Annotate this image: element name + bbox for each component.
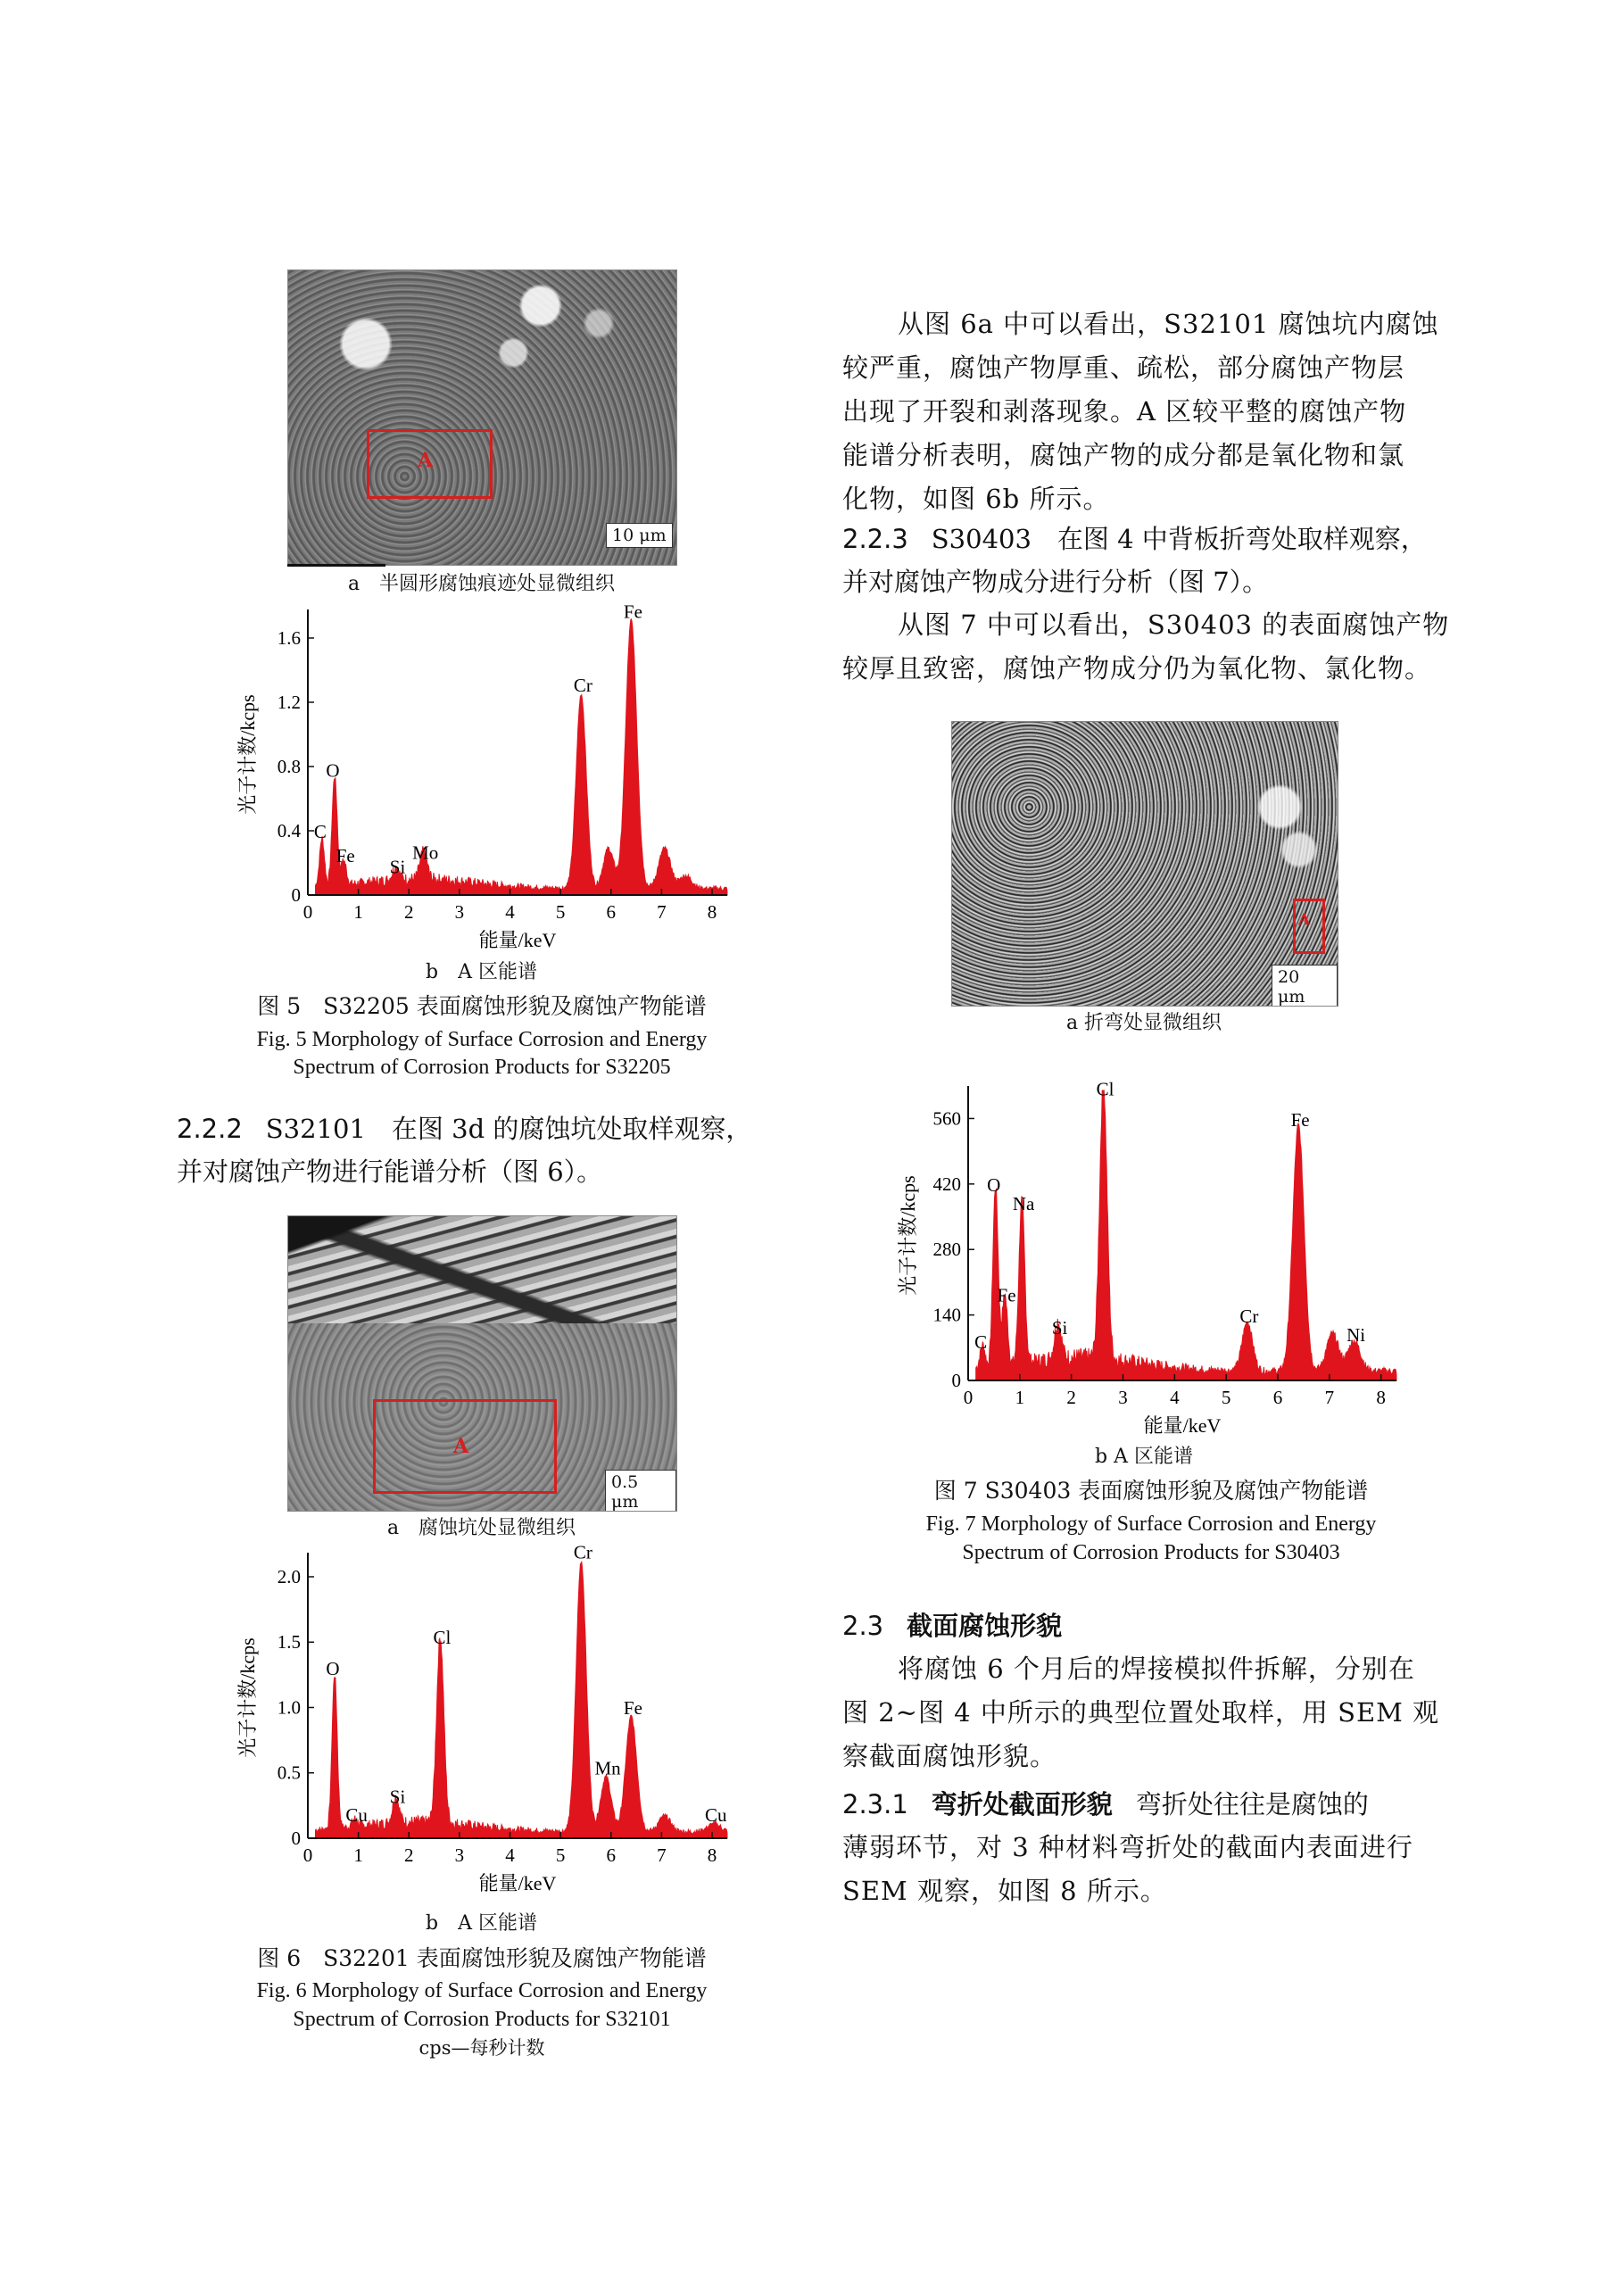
fig5-caption-en-line2: Spectrum of Corrosion Products for S32205 xyxy=(293,1056,671,1079)
section-number: 2.2.2 xyxy=(177,1114,243,1144)
spectrum-curve xyxy=(976,1090,1396,1380)
peak-label: Mn xyxy=(594,1757,621,1779)
fig7-caption-en-line1: Fig. 7 Morphology of Surface Corrosion and Energy xyxy=(925,1513,1377,1536)
spectrum-curve xyxy=(315,619,727,895)
fig6a-label: a 腐蚀坑处显微组织 xyxy=(386,1517,576,1539)
y-axis-label: 光子计数/kcps xyxy=(897,1175,919,1296)
fig7a-scale-label: 20 μm xyxy=(1272,965,1338,1007)
paragraph-line: 较厚且致密，腐蚀产物成分仍为氧化物、氯化物。 xyxy=(842,653,1432,684)
peak-label: Si xyxy=(1051,1317,1068,1339)
peak-label: Si xyxy=(389,856,406,878)
x-axis-label: 能量/keV xyxy=(478,1872,557,1894)
peak-label: Ni xyxy=(1346,1323,1366,1346)
y-tick-label: 1.0 xyxy=(277,1696,301,1719)
y-tick-label: 420 xyxy=(932,1173,961,1195)
y-tick-label: 1.2 xyxy=(277,692,301,713)
x-tick-label: 3 xyxy=(454,1844,465,1866)
fig5-caption-en-line1: Fig. 5 Morphology of Surface Corrosion and Energy xyxy=(256,1028,708,1051)
fig6a-scale-label: 0.5 μm xyxy=(605,1470,676,1512)
peak-label: Fe xyxy=(623,601,642,623)
y-tick-label: 0.4 xyxy=(277,820,301,841)
y-tick-label: 0 xyxy=(951,1370,961,1391)
fig6a-sem-image xyxy=(287,1215,677,1512)
peak-label: Fe xyxy=(336,845,355,866)
peak-label: O xyxy=(326,759,340,782)
x-tick-label: 4 xyxy=(505,901,515,923)
x-axis-label: 能量/keV xyxy=(478,929,557,951)
x-tick-label: 3 xyxy=(1118,1387,1128,1408)
paragraph-line: 从图 7 中可以看出，S30403 的表面腐蚀产物 xyxy=(898,609,1450,640)
x-tick-label: 6 xyxy=(1272,1387,1283,1408)
x-tick-label: 7 xyxy=(1324,1387,1335,1408)
fig7a-label: a 折弯处显微组织 xyxy=(1065,1012,1222,1034)
x-tick-label: 6 xyxy=(606,1844,617,1866)
x-tick-label: 7 xyxy=(657,1844,667,1866)
fig7b-eds-chart xyxy=(883,1073,1410,1447)
fig5a-region-label: A xyxy=(418,449,434,472)
y-axis-label: 光子计数/kcps xyxy=(236,694,259,815)
paragraph-line: 察截面腐蚀形貌。 xyxy=(842,1741,1057,1771)
x-tick-label: 2 xyxy=(404,1844,414,1866)
section-text: 弯折处往往是腐蚀的 xyxy=(1135,1789,1369,1819)
fig5a-scale-underline xyxy=(287,564,385,567)
peak-label: Fe xyxy=(997,1284,1016,1306)
x-tick-label: 8 xyxy=(1376,1387,1386,1408)
x-tick-label: 5 xyxy=(555,1844,566,1866)
fig5a-label: a 半圆形腐蚀痕迹处显微组织 xyxy=(347,573,616,595)
peak-label: Mo xyxy=(412,841,439,864)
section-2-3-heading xyxy=(842,1604,1062,1647)
fig6b-label: b A 区能谱 xyxy=(426,1912,537,1935)
peak-label: Cl xyxy=(1096,1078,1114,1100)
x-tick-label: 6 xyxy=(606,901,617,923)
x-tick-label: 5 xyxy=(555,901,566,923)
y-tick-label: 140 xyxy=(932,1304,961,1326)
fig6-note: cps—每秒计数 xyxy=(418,2037,545,2059)
fig6a-region-label: A xyxy=(453,1435,469,1458)
paragraph-line: 较严重，腐蚀产物厚重、疏松，部分腐蚀产物层 xyxy=(842,352,1405,383)
x-tick-label: 4 xyxy=(505,1844,515,1866)
fig6-caption-en-line2: Spectrum of Corrosion Products for S32101 xyxy=(293,2008,671,2031)
section-title: 截面腐蚀形貌 xyxy=(907,1611,1063,1641)
fig5a-sem-image xyxy=(287,269,677,566)
peak-label: Fe xyxy=(1290,1108,1310,1131)
x-tick-label: 8 xyxy=(707,1844,717,1866)
section-2-2-3-heading xyxy=(842,518,1467,560)
fig7a-region-label: A xyxy=(1298,911,1311,929)
y-tick-label: 560 xyxy=(932,1107,961,1130)
peak-label: Si xyxy=(389,1786,406,1808)
paragraph-line: 出现了开裂和剥落现象。A 区较平整的腐蚀产物 xyxy=(842,396,1407,427)
peak-label: Cr xyxy=(1239,1305,1259,1327)
section-text: S32101 在图 3d 的腐蚀坑处取样观察， xyxy=(265,1114,752,1144)
peak-label: Na xyxy=(1012,1193,1035,1215)
y-tick-label: 1.5 xyxy=(277,1631,301,1654)
x-tick-label: 1 xyxy=(353,1844,363,1866)
section-number: 2.2.3 xyxy=(842,524,908,554)
x-tick-label: 2 xyxy=(1066,1387,1076,1408)
peak-label: Cu xyxy=(705,1804,727,1827)
fig7a-sem-image xyxy=(951,721,1338,1007)
x-tick-label: 5 xyxy=(1221,1387,1231,1408)
paragraph-line: 图 2~图 4 中所示的典型位置处取样，用 SEM 观 xyxy=(842,1697,1440,1728)
fig6-caption-zh: 图 6 S32201 表面腐蚀形貌及腐蚀产物能谱 xyxy=(257,1945,707,1971)
peak-label: C xyxy=(313,821,327,842)
y-tick-label: 0 xyxy=(291,1828,301,1849)
y-tick-label: 0.8 xyxy=(277,756,301,777)
section-2-3-1-heading xyxy=(842,1783,1485,1826)
spectrum-curve xyxy=(315,1562,727,1839)
peak-label: O xyxy=(326,1658,340,1680)
x-tick-label: 0 xyxy=(963,1387,974,1408)
y-tick-label: 0.5 xyxy=(277,1761,301,1784)
x-tick-label: 1 xyxy=(353,901,363,923)
fig7-caption-en-line2: Spectrum of Corrosion Products for S30403 xyxy=(962,1541,1340,1564)
section-2-2-2-line2: 并对腐蚀产物进行能谱分析（图 6）。 xyxy=(177,1156,603,1187)
x-tick-label: 4 xyxy=(1170,1387,1180,1408)
fig5a-scale-label: 10 μm xyxy=(606,523,673,548)
paragraph-line: 化物，如图 6b 所示。 xyxy=(842,484,1110,514)
y-axis-label: 光子计数/kcps xyxy=(236,1637,259,1758)
paragraph-line: 能谱分析表明，腐蚀产物的成分都是氧化物和氯 xyxy=(842,440,1405,470)
y-tick-label: 1.6 xyxy=(277,627,301,649)
y-tick-label: 2.0 xyxy=(277,1565,301,1587)
x-tick-label: 8 xyxy=(707,901,717,923)
peak-label: Cu xyxy=(345,1804,368,1827)
x-tick-label: 2 xyxy=(404,901,414,923)
peak-label: Cr xyxy=(573,675,592,697)
x-tick-label: 3 xyxy=(454,901,465,923)
peak-label: Cr xyxy=(573,1541,592,1563)
x-axis-label: 能量/keV xyxy=(1143,1414,1222,1437)
section-text: S30403 在图 4 中背板折弯处取样观察， xyxy=(931,524,1427,554)
y-tick-label: 280 xyxy=(932,1239,961,1261)
fig6b-eds-chart xyxy=(223,1539,741,1905)
paragraph-line: 从图 6a 中可以看出，S32101 腐蚀坑内腐蚀 xyxy=(898,309,1439,339)
section-2-2-2-heading xyxy=(177,1107,819,1150)
paragraph-line: 薄弱环节，对 3 种材料弯折处的截面内表面进行 xyxy=(842,1832,1413,1862)
section-number: 2.3 xyxy=(842,1611,884,1641)
section-title: 弯折处截面形貌 xyxy=(931,1789,1113,1819)
section-2-2-3-line2: 并对腐蚀产物成分进行分析（图 7）。 xyxy=(842,567,1269,597)
x-tick-label: 7 xyxy=(657,901,667,923)
fig5-caption-zh: 图 5 S32205 表面腐蚀形貌及腐蚀产物能谱 xyxy=(257,993,707,1019)
fig6-caption-en-line1: Fig. 6 Morphology of Surface Corrosion and Energy xyxy=(256,1979,708,2002)
fig5b-eds-chart xyxy=(223,596,741,962)
paragraph-line: SEM 观察，如图 8 所示。 xyxy=(842,1876,1167,1906)
peak-label: O xyxy=(987,1174,1001,1197)
y-tick-label: 0 xyxy=(291,884,301,906)
peak-label: Fe xyxy=(623,1697,642,1720)
x-tick-label: 1 xyxy=(1015,1387,1025,1408)
section-number: 2.3.1 xyxy=(842,1789,908,1819)
paragraph-line: 将腐蚀 6 个月后的焊接模拟件拆解，分别在 xyxy=(898,1654,1415,1684)
peak-label: C xyxy=(974,1330,988,1353)
fig5b-label: b A 区能谱 xyxy=(426,961,537,983)
peak-label: Cl xyxy=(433,1626,452,1648)
fig7-caption-zh: 图 7 S30403 表面腐蚀形貌及腐蚀产物能谱 xyxy=(933,1478,1369,1504)
x-tick-label: 0 xyxy=(302,1844,313,1866)
x-tick-label: 0 xyxy=(302,901,313,923)
fig7b-label: b A 区能谱 xyxy=(1095,1446,1193,1468)
